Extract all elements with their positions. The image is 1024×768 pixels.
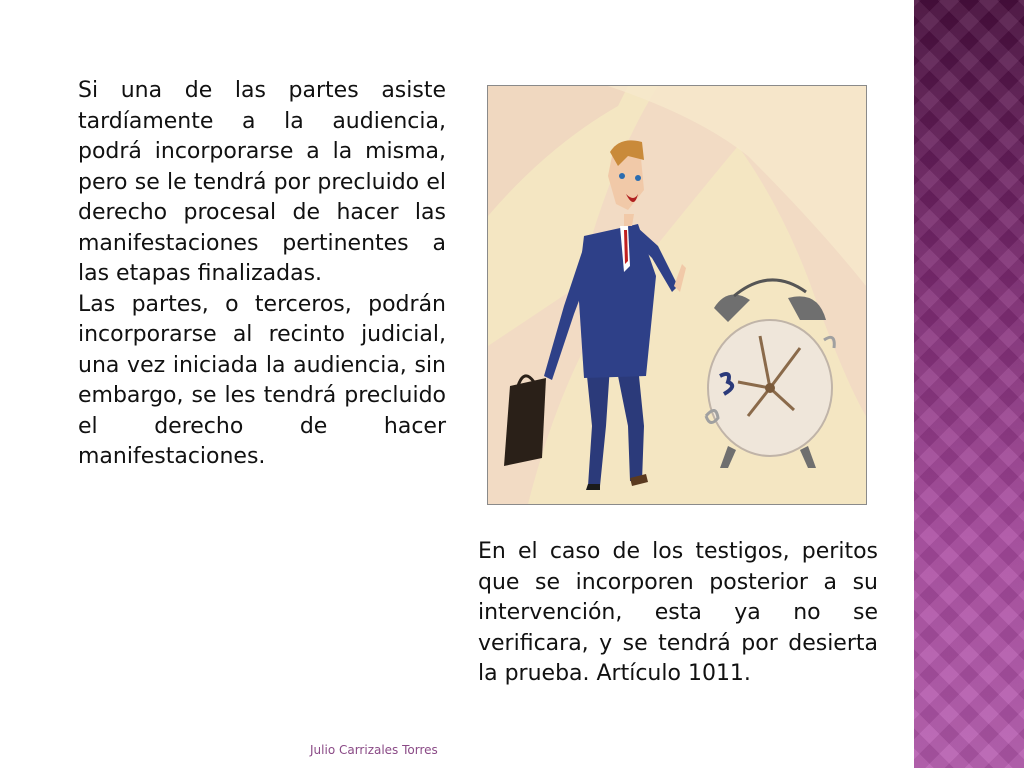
footer-author: Julio Carrizales Torres bbox=[310, 743, 438, 757]
right-text-block bbox=[478, 537, 878, 690]
late-man-with-alarm-clock-image bbox=[487, 85, 867, 505]
decorative-side-band bbox=[912, 0, 1024, 768]
left-text-block bbox=[78, 76, 446, 473]
paragraph-witnesses: En el caso de los testigos, peritos que se incorporen posterior a su intervención, esta ya no se verificara, y se tendrá por desierta la prueba. Artículo 1011. bbox=[478, 539, 878, 686]
paragraph-third-parties: Las partes, o terceros, podrán incorporarse al recinto judicial, una vez iniciada la audiencia, sin embargo, se les tendrá precluido el derecho de hacer manifestaciones. bbox=[78, 291, 446, 469]
paragraph-late-party: Si una de las partes asiste tardíamente a la audiencia, podrá incorporarse a la misma, pero se le tendrá por precluido el derecho procesal de hacer las manifestaciones pertinentes a las etapas finalizadas. bbox=[78, 78, 446, 286]
briefcase-icon bbox=[504, 376, 546, 466]
